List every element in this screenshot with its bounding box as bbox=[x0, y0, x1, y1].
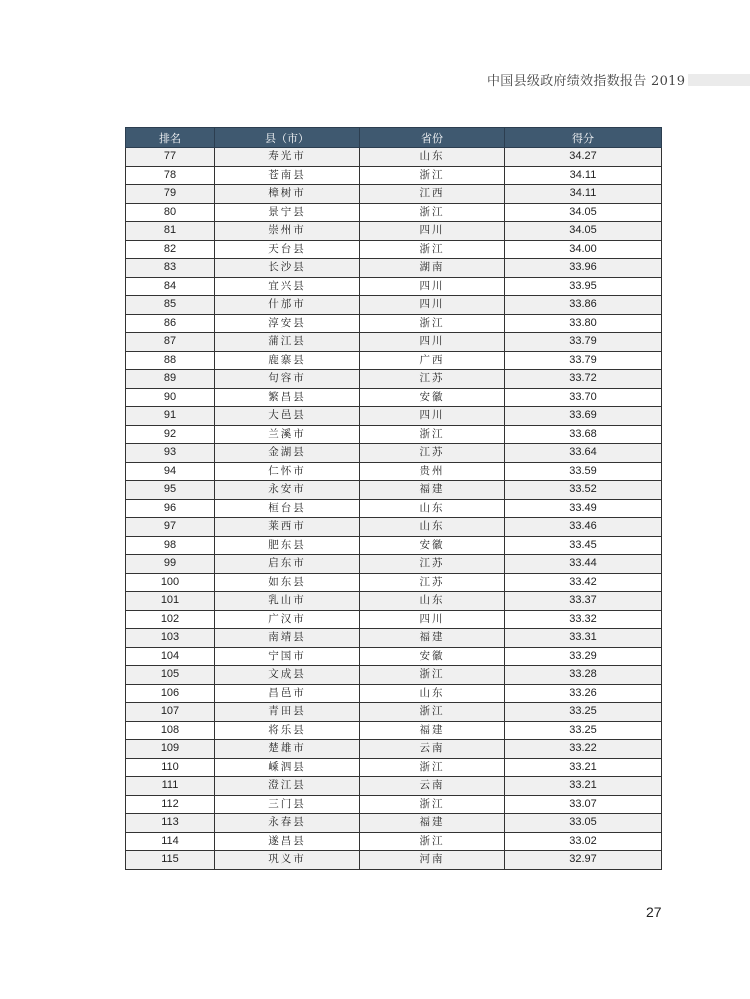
rank-cell: 81 bbox=[126, 222, 215, 241]
score-cell: 33.59 bbox=[505, 462, 662, 481]
score-cell: 33.21 bbox=[505, 758, 662, 777]
rank-cell: 108 bbox=[126, 721, 215, 740]
score-cell: 33.02 bbox=[505, 832, 662, 851]
column-header-county: 县（市） bbox=[215, 128, 360, 148]
table-row bbox=[126, 351, 662, 370]
province-cell: 江苏 bbox=[360, 444, 505, 463]
province-cell: 江苏 bbox=[360, 370, 505, 389]
rank-cell: 87 bbox=[126, 333, 215, 352]
table-row bbox=[126, 610, 662, 629]
report-title: 中国县级政府绩效指数报告 2019 bbox=[487, 74, 686, 89]
province-cell: 湖南 bbox=[360, 259, 505, 278]
county-cell: 肥东县 bbox=[215, 536, 360, 555]
rank-cell: 106 bbox=[126, 684, 215, 703]
province-cell: 广西 bbox=[360, 351, 505, 370]
province-cell: 江苏 bbox=[360, 555, 505, 574]
table-row bbox=[126, 259, 662, 278]
rank-cell: 110 bbox=[126, 758, 215, 777]
score-cell: 34.05 bbox=[505, 203, 662, 222]
score-cell: 33.52 bbox=[505, 481, 662, 500]
county-cell: 乳山市 bbox=[215, 592, 360, 611]
province-cell: 山东 bbox=[360, 518, 505, 537]
score-cell: 33.64 bbox=[505, 444, 662, 463]
column-header-province: 省份 bbox=[360, 128, 505, 148]
score-cell: 34.11 bbox=[505, 166, 662, 185]
score-cell: 33.21 bbox=[505, 777, 662, 796]
header-decoration-bar bbox=[688, 74, 750, 86]
county-cell: 将乐县 bbox=[215, 721, 360, 740]
score-cell: 33.29 bbox=[505, 647, 662, 666]
province-cell: 浙江 bbox=[360, 703, 505, 722]
county-cell: 三门县 bbox=[215, 795, 360, 814]
county-cell: 永安市 bbox=[215, 481, 360, 500]
score-cell: 33.79 bbox=[505, 351, 662, 370]
rank-cell: 113 bbox=[126, 814, 215, 833]
rank-cell: 82 bbox=[126, 240, 215, 259]
score-cell: 33.44 bbox=[505, 555, 662, 574]
province-cell: 四川 bbox=[360, 333, 505, 352]
table-row bbox=[126, 721, 662, 740]
province-cell: 福建 bbox=[360, 814, 505, 833]
rank-cell: 91 bbox=[126, 407, 215, 426]
province-cell: 浙江 bbox=[360, 166, 505, 185]
table-row bbox=[126, 481, 662, 500]
county-cell: 澄江县 bbox=[215, 777, 360, 796]
rank-cell: 101 bbox=[126, 592, 215, 611]
county-cell: 广汉市 bbox=[215, 610, 360, 629]
province-cell: 山东 bbox=[360, 148, 505, 167]
table-row bbox=[126, 851, 662, 870]
score-cell: 33.96 bbox=[505, 259, 662, 278]
score-cell: 33.79 bbox=[505, 333, 662, 352]
county-cell: 宜兴县 bbox=[215, 277, 360, 296]
table-row bbox=[126, 647, 662, 666]
table-row bbox=[126, 185, 662, 204]
county-cell: 昌邑市 bbox=[215, 684, 360, 703]
score-cell: 33.26 bbox=[505, 684, 662, 703]
score-cell: 33.80 bbox=[505, 314, 662, 333]
province-cell: 河南 bbox=[360, 851, 505, 870]
rank-cell: 111 bbox=[126, 777, 215, 796]
table-row bbox=[126, 740, 662, 759]
score-cell: 33.05 bbox=[505, 814, 662, 833]
county-cell: 如东县 bbox=[215, 573, 360, 592]
table-row bbox=[126, 407, 662, 426]
score-cell: 33.31 bbox=[505, 629, 662, 648]
county-cell: 大邑县 bbox=[215, 407, 360, 426]
score-cell: 33.37 bbox=[505, 592, 662, 611]
rank-cell: 92 bbox=[126, 425, 215, 444]
rank-cell: 100 bbox=[126, 573, 215, 592]
table-row bbox=[126, 777, 662, 796]
rank-cell: 95 bbox=[126, 481, 215, 500]
county-cell: 青田县 bbox=[215, 703, 360, 722]
rank-cell: 103 bbox=[126, 629, 215, 648]
rank-cell: 84 bbox=[126, 277, 215, 296]
rank-cell: 112 bbox=[126, 795, 215, 814]
county-cell: 崇州市 bbox=[215, 222, 360, 241]
county-cell: 苍南县 bbox=[215, 166, 360, 185]
table-row bbox=[126, 222, 662, 241]
county-cell: 鹿寨县 bbox=[215, 351, 360, 370]
table-row bbox=[126, 703, 662, 722]
rank-cell: 99 bbox=[126, 555, 215, 574]
score-cell: 33.22 bbox=[505, 740, 662, 759]
table-row bbox=[126, 666, 662, 685]
table-row bbox=[126, 296, 662, 315]
county-cell: 宁国市 bbox=[215, 647, 360, 666]
rank-cell: 98 bbox=[126, 536, 215, 555]
page-number: 27 bbox=[646, 904, 662, 920]
county-cell: 金湖县 bbox=[215, 444, 360, 463]
rank-cell: 107 bbox=[126, 703, 215, 722]
column-header-score: 得分 bbox=[505, 128, 662, 148]
province-cell: 山东 bbox=[360, 684, 505, 703]
rank-cell: 115 bbox=[126, 851, 215, 870]
rank-cell: 102 bbox=[126, 610, 215, 629]
rank-cell: 77 bbox=[126, 148, 215, 167]
score-cell: 33.42 bbox=[505, 573, 662, 592]
county-cell: 句容市 bbox=[215, 370, 360, 389]
province-cell: 江西 bbox=[360, 185, 505, 204]
county-cell: 长沙县 bbox=[215, 259, 360, 278]
county-cell: 遂昌县 bbox=[215, 832, 360, 851]
province-cell: 福建 bbox=[360, 721, 505, 740]
column-header-rank: 排名 bbox=[126, 128, 215, 148]
province-cell: 浙江 bbox=[360, 758, 505, 777]
county-cell: 繁昌县 bbox=[215, 388, 360, 407]
table-row bbox=[126, 277, 662, 296]
table-row bbox=[126, 462, 662, 481]
rank-cell: 78 bbox=[126, 166, 215, 185]
rank-cell: 79 bbox=[126, 185, 215, 204]
rank-cell: 93 bbox=[126, 444, 215, 463]
table-row bbox=[126, 555, 662, 574]
score-cell: 33.46 bbox=[505, 518, 662, 537]
score-cell: 33.28 bbox=[505, 666, 662, 685]
rank-cell: 85 bbox=[126, 296, 215, 315]
table-body bbox=[126, 148, 662, 870]
province-cell: 江苏 bbox=[360, 573, 505, 592]
score-cell: 34.00 bbox=[505, 240, 662, 259]
county-cell: 寿光市 bbox=[215, 148, 360, 167]
ranking-table bbox=[125, 127, 662, 870]
score-cell: 33.49 bbox=[505, 499, 662, 518]
province-cell: 四川 bbox=[360, 296, 505, 315]
table-row bbox=[126, 629, 662, 648]
table-row bbox=[126, 499, 662, 518]
score-cell: 33.69 bbox=[505, 407, 662, 426]
province-cell: 浙江 bbox=[360, 203, 505, 222]
rank-cell: 96 bbox=[126, 499, 215, 518]
county-cell: 文成县 bbox=[215, 666, 360, 685]
province-cell: 四川 bbox=[360, 407, 505, 426]
county-cell: 什邡市 bbox=[215, 296, 360, 315]
rank-cell: 114 bbox=[126, 832, 215, 851]
province-cell: 山东 bbox=[360, 499, 505, 518]
province-cell: 浙江 bbox=[360, 314, 505, 333]
rank-cell: 105 bbox=[126, 666, 215, 685]
score-cell: 33.95 bbox=[505, 277, 662, 296]
province-cell: 福建 bbox=[360, 481, 505, 500]
table-row bbox=[126, 444, 662, 463]
county-cell: 楚雄市 bbox=[215, 740, 360, 759]
table-row bbox=[126, 388, 662, 407]
county-cell: 天台县 bbox=[215, 240, 360, 259]
province-cell: 浙江 bbox=[360, 425, 505, 444]
province-cell: 浙江 bbox=[360, 832, 505, 851]
county-cell: 嵊泗县 bbox=[215, 758, 360, 777]
rank-cell: 90 bbox=[126, 388, 215, 407]
province-cell: 四川 bbox=[360, 277, 505, 296]
rank-cell: 83 bbox=[126, 259, 215, 278]
table-row bbox=[126, 314, 662, 333]
score-cell: 33.72 bbox=[505, 370, 662, 389]
province-cell: 贵州 bbox=[360, 462, 505, 481]
rank-cell: 104 bbox=[126, 647, 215, 666]
score-cell: 33.68 bbox=[505, 425, 662, 444]
score-cell: 33.25 bbox=[505, 721, 662, 740]
table-row bbox=[126, 573, 662, 592]
county-cell: 淳安县 bbox=[215, 314, 360, 333]
table-row bbox=[126, 684, 662, 703]
province-cell: 四川 bbox=[360, 222, 505, 241]
table-row bbox=[126, 536, 662, 555]
table-row bbox=[126, 758, 662, 777]
province-cell: 安徽 bbox=[360, 388, 505, 407]
county-cell: 启东市 bbox=[215, 555, 360, 574]
rank-cell: 109 bbox=[126, 740, 215, 759]
province-cell: 浙江 bbox=[360, 666, 505, 685]
table-row bbox=[126, 592, 662, 611]
rank-cell: 86 bbox=[126, 314, 215, 333]
county-cell: 蒲江县 bbox=[215, 333, 360, 352]
county-cell: 巩义市 bbox=[215, 851, 360, 870]
province-cell: 浙江 bbox=[360, 795, 505, 814]
rank-cell: 94 bbox=[126, 462, 215, 481]
county-cell: 樟树市 bbox=[215, 185, 360, 204]
table-row bbox=[126, 166, 662, 185]
province-cell: 安徽 bbox=[360, 536, 505, 555]
score-cell: 34.27 bbox=[505, 148, 662, 167]
province-cell: 云南 bbox=[360, 740, 505, 759]
table-row bbox=[126, 240, 662, 259]
province-cell: 四川 bbox=[360, 610, 505, 629]
province-cell: 云南 bbox=[360, 777, 505, 796]
rank-cell: 80 bbox=[126, 203, 215, 222]
score-cell: 32.97 bbox=[505, 851, 662, 870]
score-cell: 33.45 bbox=[505, 536, 662, 555]
score-cell: 33.25 bbox=[505, 703, 662, 722]
table-row bbox=[126, 518, 662, 537]
table-row bbox=[126, 795, 662, 814]
score-cell: 34.05 bbox=[505, 222, 662, 241]
county-cell: 南靖县 bbox=[215, 629, 360, 648]
county-cell: 桓台县 bbox=[215, 499, 360, 518]
province-cell: 安徽 bbox=[360, 647, 505, 666]
rank-cell: 97 bbox=[126, 518, 215, 537]
score-cell: 34.11 bbox=[505, 185, 662, 204]
table-header-row bbox=[126, 128, 662, 148]
table-row bbox=[126, 814, 662, 833]
rank-cell: 88 bbox=[126, 351, 215, 370]
province-cell: 山东 bbox=[360, 592, 505, 611]
province-cell: 浙江 bbox=[360, 240, 505, 259]
score-cell: 33.07 bbox=[505, 795, 662, 814]
rank-cell: 89 bbox=[126, 370, 215, 389]
table-row bbox=[126, 148, 662, 167]
score-cell: 33.86 bbox=[505, 296, 662, 315]
county-cell: 景宁县 bbox=[215, 203, 360, 222]
score-cell: 33.70 bbox=[505, 388, 662, 407]
table-row bbox=[126, 370, 662, 389]
county-cell: 兰溪市 bbox=[215, 425, 360, 444]
county-cell: 仁怀市 bbox=[215, 462, 360, 481]
table-row bbox=[126, 333, 662, 352]
province-cell: 福建 bbox=[360, 629, 505, 648]
county-cell: 永春县 bbox=[215, 814, 360, 833]
table-row bbox=[126, 425, 662, 444]
score-cell: 33.32 bbox=[505, 610, 662, 629]
table-row bbox=[126, 832, 662, 851]
county-cell: 莱西市 bbox=[215, 518, 360, 537]
table-row bbox=[126, 203, 662, 222]
